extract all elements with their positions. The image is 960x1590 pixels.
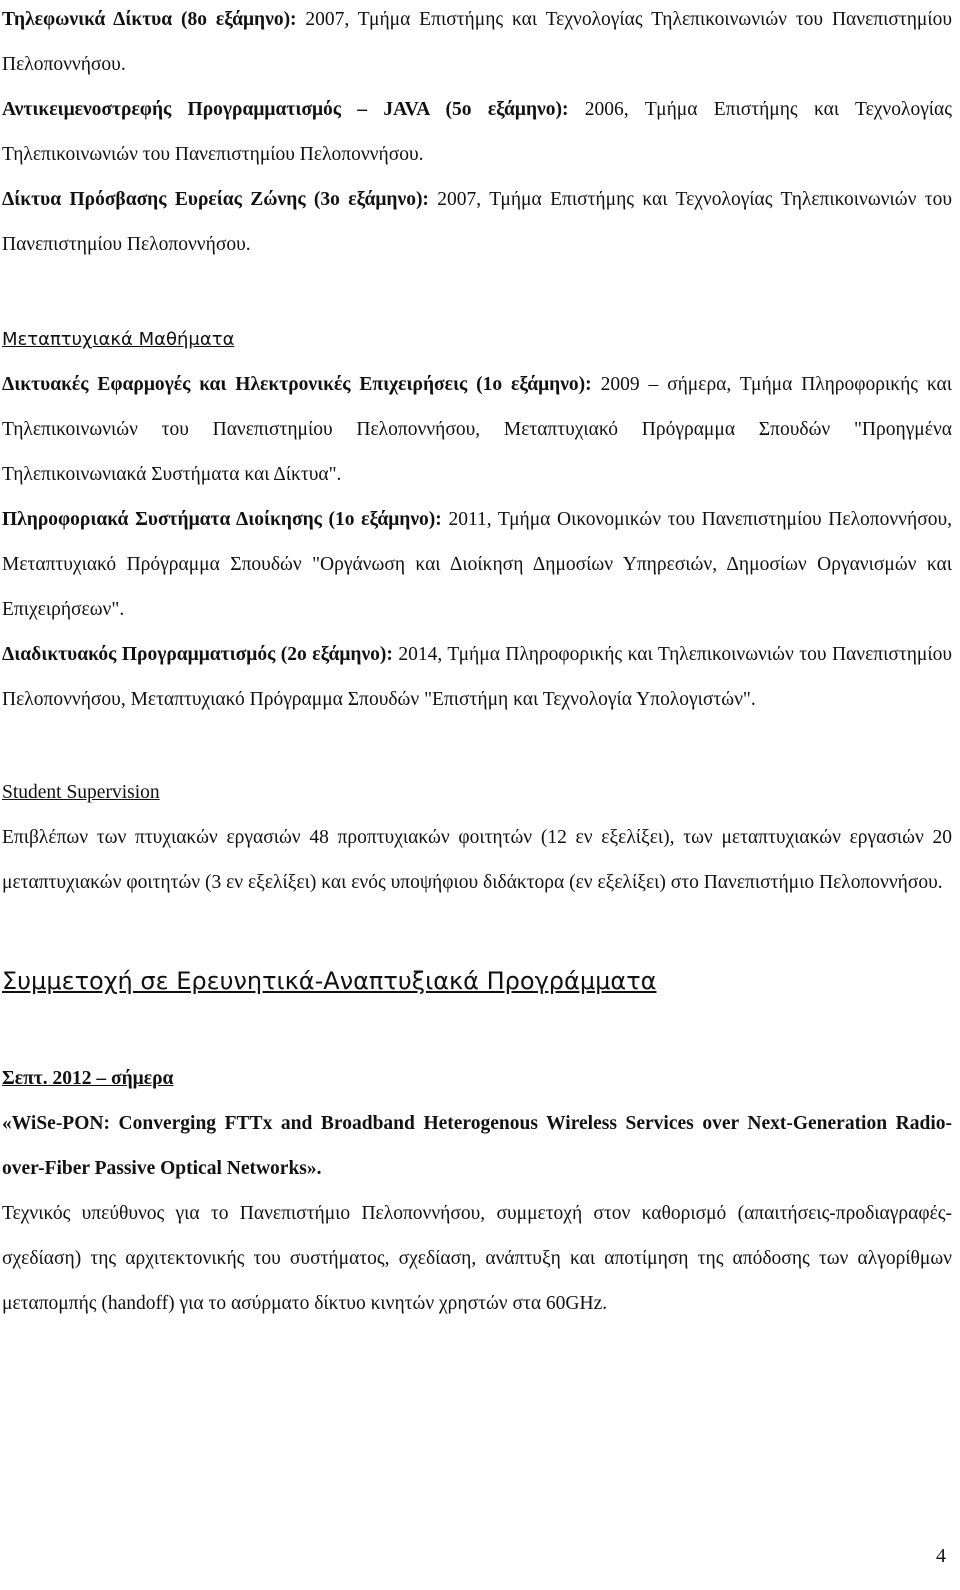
course-entry: Τηλεφωνικά Δίκτυα (8ο εξάμηνο): 2007, Τμήμα Επιστήμης και Τεχνολογίας Τηλεπικοινωνιών του Πανεπιστημίου Πελοποννήσου. (2, 9, 952, 75)
section-heading-projects: Συμμετοχή σε Ερευνητικά-Αναπτυξιακά Προγράμματα (2, 967, 657, 995)
course-entry: Πληροφοριακά Συστήματα Διοίκησης (1ο εξάμηνο): 2011, Τμήμα Οικονομικών του Πανεπιστημίου Πελοποννήσου, Μεταπτυχιακό Πρόγραμμα Σπουδών "Οργάνωση και Διοίκηση Δημοσίων Υπηρεσιών, Δημοσίων Οργανισμών και Επιχειρήσεων". (2, 509, 952, 620)
postgrad-section (2, 317, 952, 722)
project-title: «WiSe-PON: Converging FTTx and Broadband Heterogenous Wireless Services over Next-Generation Radio-over-Fiber Passive Optical Networks». (2, 1113, 952, 1179)
section-heading-postgrad: Μεταπτυχιακά Μαθήματα (2, 329, 235, 350)
supervision-section (2, 770, 952, 905)
project-description: Τεχνικός υπεύθυνος για το Πανεπιστήμιο Πελοποννήσου, συμμετοχή στον καθορισμό (απαιτήσεις-προδιαγραφές-σχεδίαση) της αρχιτεκτονικής του συστήματος, σχεδίαση, ανάπτυξη και αποτίμηση της απόδοσης των αλγορίθμων μεταπομπής (handoff) για το ασύρματο δίκτυο κινητών χρηστών στα 60GHz. (2, 1203, 952, 1314)
projects-section (2, 959, 952, 1326)
project-period: Σεπτ. 2012 – σήμερα (2, 1068, 174, 1089)
course-entry: Δίκτυα Πρόσβασης Ευρείας Ζώνης (3ο εξάμηνο): 2007, Τμήμα Επιστήμης και Τεχνολογίας Τηλεπικοινωνιών του Πανεπιστημίου Πελοποννήσου. (2, 189, 953, 255)
supervision-text: Επιβλέπων των πτυχιακών εργασιών 48 προπτυχιακών φοιτητών (12 εν εξελίξει), των μεταπτυχιακών εργασιών 20 μεταπτυχιακών φοιτητών (3 εν εξελίξει) και ενός υποψήφιου διδάκτορα (εν εξελίξει) στο Πανεπιστήμιο Πελοποννήσου. (2, 827, 952, 893)
course-entry: Δικτυακές Εφαρμογές και Ηλεκτρονικές Επιχειρήσεις (1ο εξάμηνο): 2009 – σήμερα, Τμήμα Πληροφορικής και Τηλεπικοινωνιών του Πανεπιστημίου Πελοποννήσου, Μεταπτυχιακό Πρόγραμμα Σπουδών "Προηγμένα Τηλεπικοινωνιακά Συστήματα και Δίκτυα". (2, 374, 952, 485)
course-entry: Αντικειμενοστρεφής Προγραμματισμός – JAVA (5ο εξάμηνο): 2006, Τμήμα Επιστήμης και Τεχνολογίας Τηλεπικοινωνιών του Πανεπιστημίου Πελοποννήσου. (2, 99, 952, 165)
course-entry: Διαδικτυακός Προγραμματισμός (2ο εξάμηνο): 2014, Τμήμα Πληροφορικής και Τηλεπικοινωνιών του Πανεπιστημίου Πελοποννήσου, Μεταπτυχιακό Πρόγραμμα Σπουδών "Επιστήμη και Τεχνολογία Υπολογιστών". (2, 644, 952, 710)
section-heading-supervision: Student Supervision (2, 782, 160, 803)
document-page (2, 0, 952, 1326)
undergrad-courses (2, 0, 952, 267)
page-number: 4 (936, 1545, 946, 1567)
